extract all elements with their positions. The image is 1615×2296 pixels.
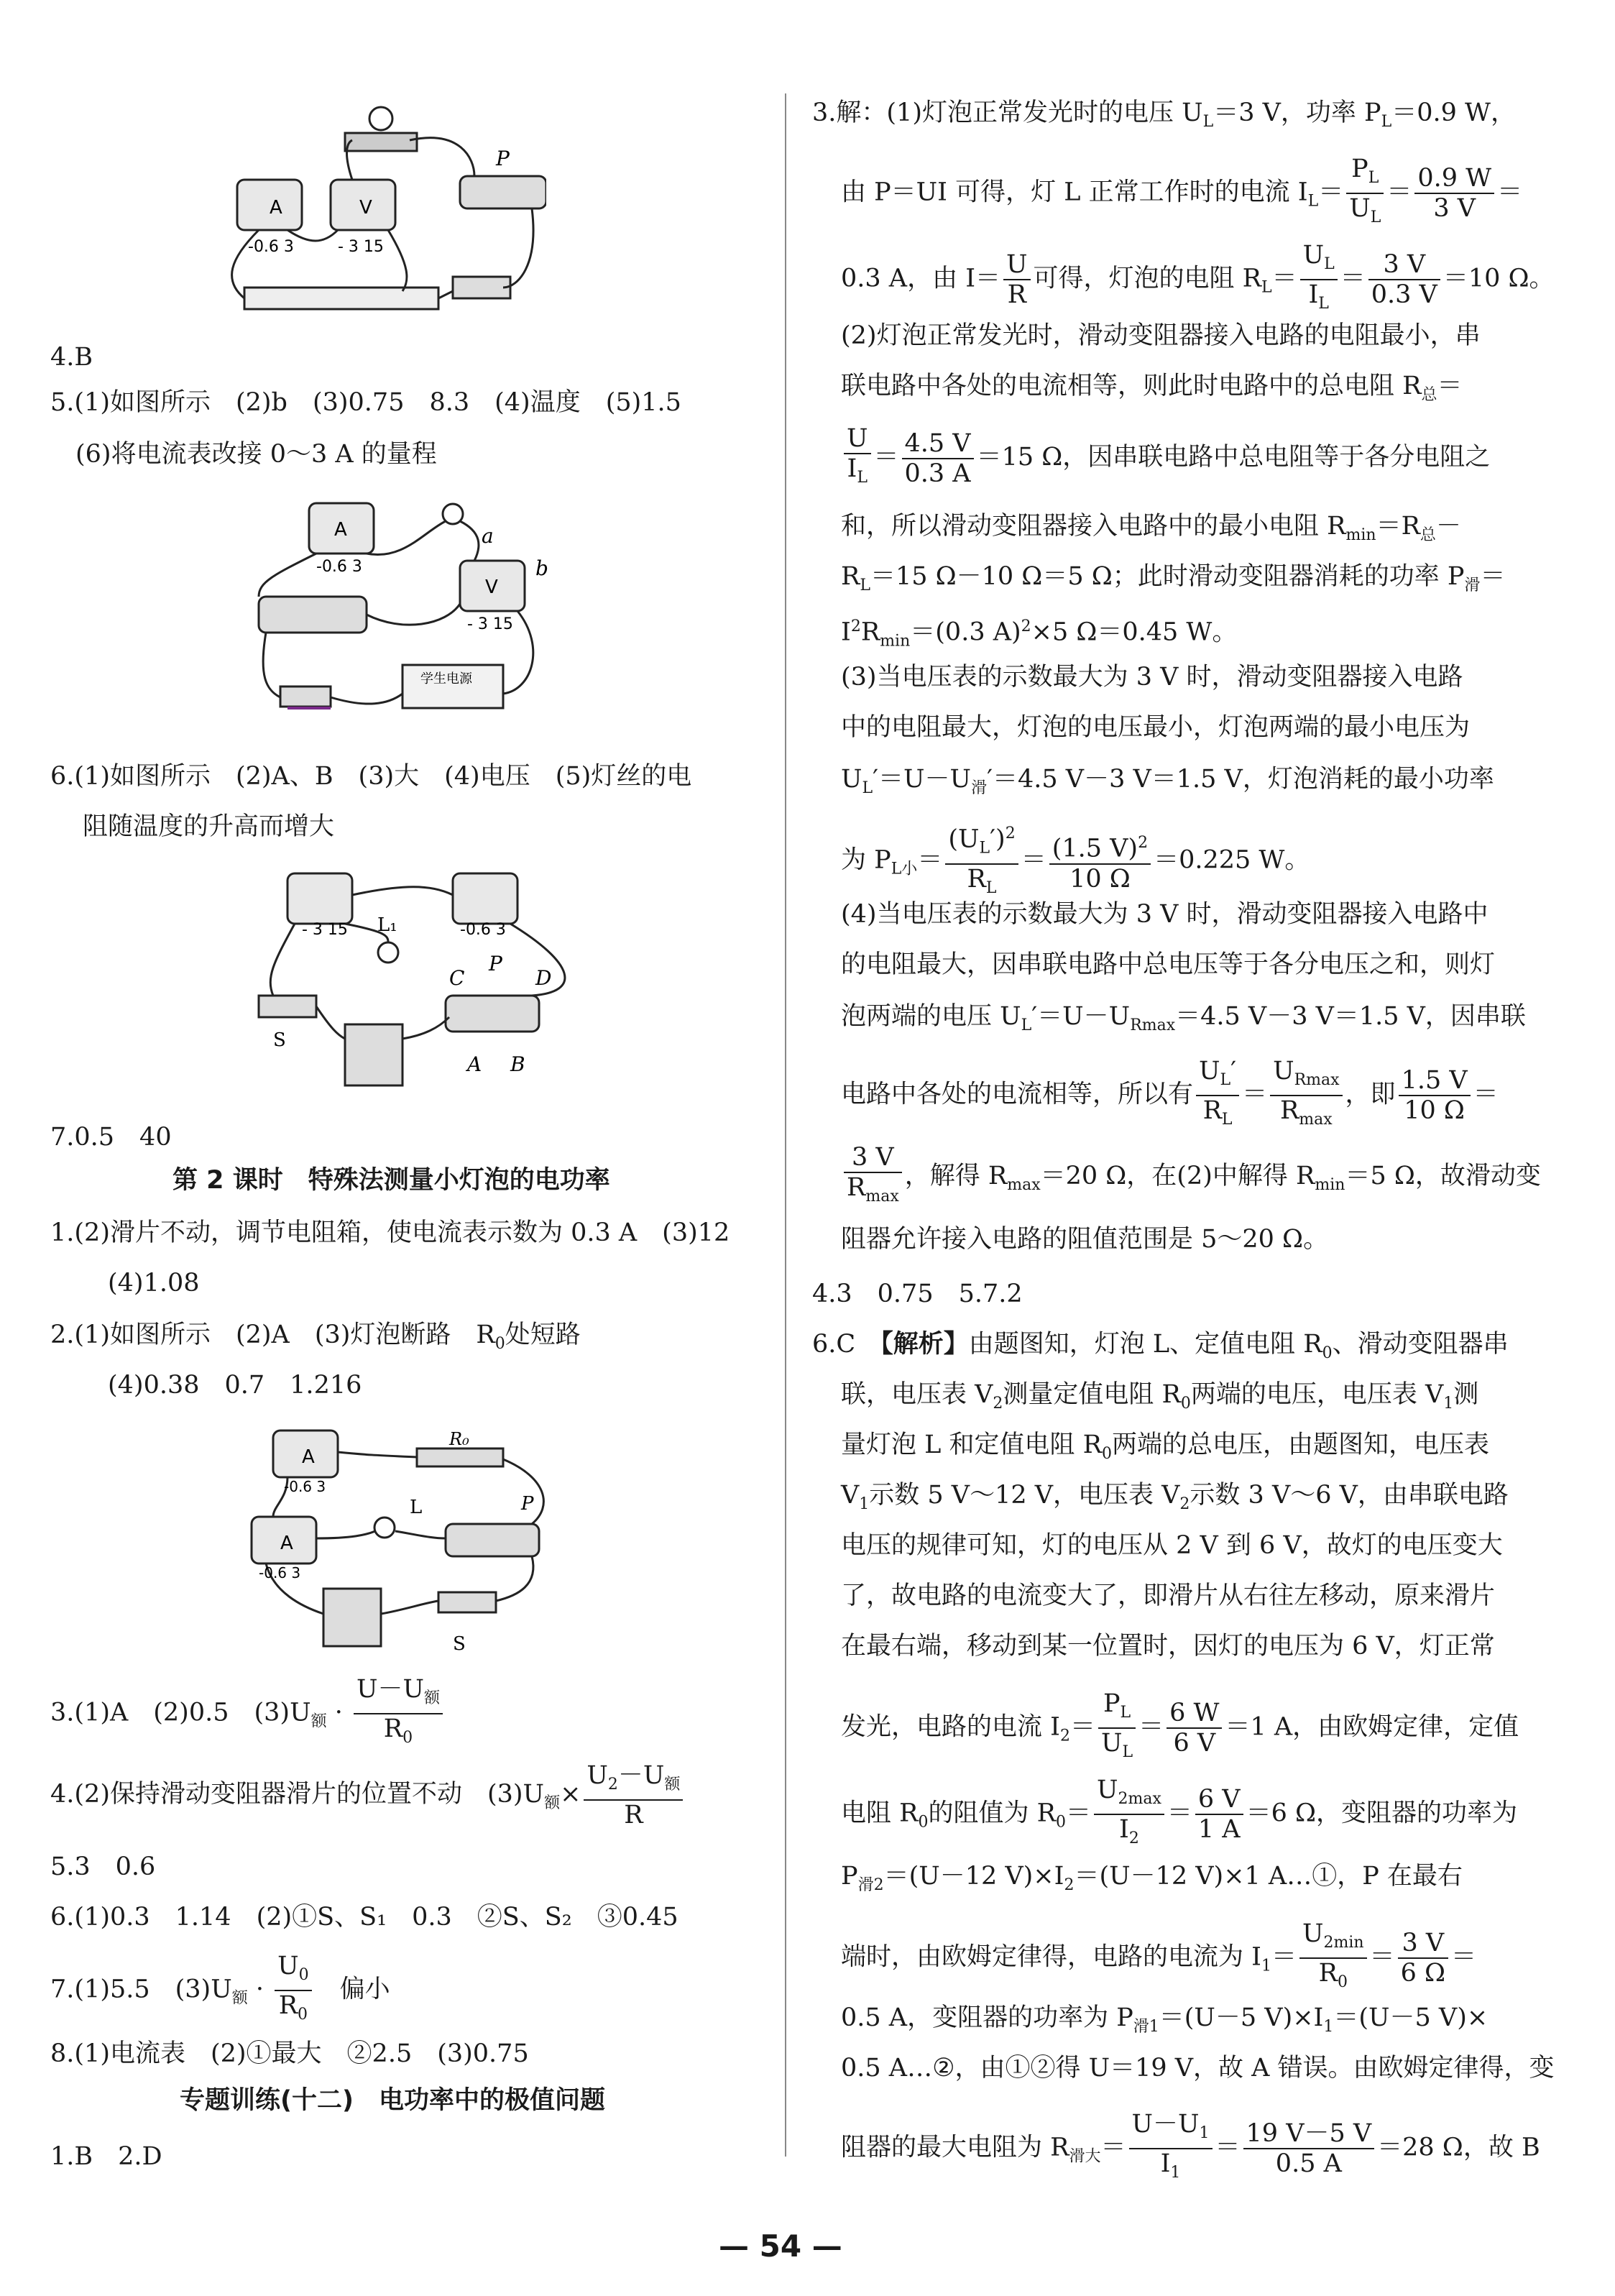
lesson2-answer-6: 6.(1)0.3 1.14 (2)①S、S₁ 0.3 ②S、S₂ ③0.45 xyxy=(50,1903,678,1932)
page-number: — 54 — xyxy=(719,2228,842,2264)
solution-3-part4-line1: (4)当电压表的示数最大为 3 V 时，滑动变阻器接入电路中 xyxy=(841,900,1489,929)
node-a-label: a xyxy=(482,524,494,548)
ammeter-scale: -0.6 3 xyxy=(316,558,362,576)
solution-3-part3-line2: 中的电阻最大，灯泡的电压最小，灯泡两端的最小电压为 xyxy=(841,713,1471,742)
solution-6-line2: 联，电压表 $V_2$测量定值电阻 $R_0$两端的电压，电压表 $V_1$测 xyxy=(841,1380,1479,1413)
lamp-l-label: L xyxy=(410,1497,423,1518)
solution-6-line9: 电阻 $R_0$的阻值为 $R_0=$ $\frac{U_{2max}}{I_2}$ ＝ $\frac{6 V}{1 A}$ ＝6 Ω，变阻器的功率为 xyxy=(841,1776,1517,1847)
terminal-a-label: A xyxy=(467,1052,482,1076)
lesson2-answer-2-line1: 2.(1)如图所示 (2)A (3)灯泡断路 $R_0$处短路 xyxy=(50,1321,581,1353)
answer-5-line2: (6)将电流表改接 0～3 A 的量程 xyxy=(75,440,437,469)
answer-5-line1: 5.(1)如图所示 (2)b (3)0.75 8.3 (4)温度 (5)1.5 xyxy=(50,388,681,417)
solution-6-line1: 6.C 【解析】由题图知，灯泡 L、定值电阻 $R_0$、滑动变阻器串 xyxy=(812,1330,1509,1362)
circuit-figure-2 xyxy=(244,489,561,726)
solution-3-part2-line3: $\frac{U}{I_L}$ ＝ $\frac{4.5 V}{0.3 A}$ ＝15 Ω，因串联电路中总电阻等于各分电阻之 xyxy=(841,424,1490,492)
ammeter-left-label: A xyxy=(280,1533,293,1554)
solution-3-part4-line4: 电路中各处的电流相等，所以有 $\frac{U_L'}{R_L}$ ＝ $\frac{U_{Rmax}}{R_{max}}$ ，即 $\frac{1.5 V}{10 \Omega}$ ＝ xyxy=(841,1057,1499,1129)
section-heading-lesson2: 第 2 课时 特殊法测量小灯泡的电功率 xyxy=(172,1166,610,1195)
ammeter-scale-top: -0.6 3 xyxy=(284,1478,326,1495)
switch-s-label: S xyxy=(273,1029,286,1051)
voltmeter-scale: - 3 15 xyxy=(338,238,384,256)
solution-6-line3: 量灯泡 L 和定值电阻 $R_0$两端的总电压，由题图知，电压表 xyxy=(841,1431,1489,1463)
solution-3-part3-line4: 为 $P_{L小}=$ $\frac{(U_L')^2}{R_L}$ ＝ $\frac{(1.5 V)^2}{10 \Omega}$ ＝0.225 W。 xyxy=(841,819,1310,903)
solution-3-line1: 3.解：(1)灯泡正常发光时的电压 $U_L=3$ V，功率 $P_L=0.9$ W， xyxy=(812,98,1516,131)
voltmeter-scale: - 3 15 xyxy=(467,615,513,633)
power-source-label: 学生电源 xyxy=(420,671,472,686)
solution-3-part2-line1: (2)灯泡正常发光时，滑动变阻器接入电路的电阻最小，串 xyxy=(841,321,1481,350)
ammeter-label: A xyxy=(334,519,347,541)
lesson2-answer-1-line1: 1.(2)滑片不动，调节电阻箱，使电流表示数为 0.3 A (3)12 xyxy=(50,1218,730,1247)
lesson2-answer-8: 8.(1)电流表 (2)①最大 ②2.5 (3)0.75 xyxy=(50,2039,529,2068)
answer-4: 4.B xyxy=(50,343,93,372)
solution-3-part3-line1: (3)当电压表的示数最大为 3 V 时，滑动变阻器接入电路 xyxy=(841,663,1463,692)
lesson2-answer-2-line2: (4)0.38 0.7 1.216 xyxy=(108,1371,362,1400)
answer-6-line2: 阻随温度的升高而增大 xyxy=(83,812,335,841)
terminal-c-label: C xyxy=(449,966,465,990)
slider-label: P xyxy=(496,147,510,170)
solution-6-line6: 了，故电路的电流变大了，即滑片从右往左移动，原来滑片 xyxy=(841,1581,1496,1610)
resistor-r0-label: R₀ xyxy=(449,1429,469,1449)
section-heading-topic12: 专题训练(十二) 电功率中的极值问题 xyxy=(180,2086,605,2115)
lamp-l1-label: L₁ xyxy=(377,914,397,936)
column-divider xyxy=(785,93,786,2157)
voltmeter-label: V xyxy=(485,577,498,598)
solution-3-part2-line5: $R_L=15$ Ω－10 Ω＝5 Ω；此时滑动变阻器消耗的功率 $P_滑=$ xyxy=(841,562,1506,594)
solution-6-line5: 电压的规律可知，灯的电压从 2 V 到 6 V，故灯的电压变大 xyxy=(841,1531,1503,1560)
lesson2-answer-5: 5.3 0.6 xyxy=(50,1852,156,1881)
solution-6-line8: 发光，电路的电流 $I_2=$ $\frac{P_L}{U_L}$ ＝ $\frac{6 W}{6 V}$ ＝1 A，由欧姆定律，定值 xyxy=(841,1689,1519,1761)
answer-7: 7.0.5 40 xyxy=(50,1123,172,1152)
lesson2-answer-3: 3.(1)A (2)0.5 $(3)U_额$ · $\frac{U-U_额}{R_0}$ xyxy=(50,1675,446,1753)
topic12-answer-1-2: 1.B 2.D xyxy=(50,2142,162,2171)
slider-p-label: P xyxy=(521,1493,534,1515)
solution-6-line10: $P_{滑2}=(U-12$ $V)\times I_2=(U-12$ V)×1 A…①，P 在最右 xyxy=(841,1862,1463,1894)
ammeter-top-label: A xyxy=(302,1446,315,1468)
solution-3-part4-line3: 泡两端的电压 $U_L'=U-U_{Rmax}=4.5$ V－3 V＝1.5 V，因串联 xyxy=(841,1002,1526,1034)
solution-3-line2: 由 P＝UI 可得，灯 L 正常工作时的电流 $I_L=$ $\frac{P_L}{U_L}$ ＝ $\frac{0.9 W}{3 V}$ ＝ xyxy=(841,155,1523,226)
solution-3-part3-line3: $U_L'=U-U_滑'=4.5$ V－3 V＝1.5 V，灯泡消耗的最小功率 xyxy=(841,765,1494,797)
terminal-b-label: B xyxy=(510,1052,525,1076)
lesson2-answer-4: 4.(2)保持滑动变阻器滑片的位置不动 $(3)U_额\times$ $\frac{U_2-U_额}{R}$ xyxy=(50,1761,686,1829)
solution-3-line3: 0.3 A，由 I＝ $\frac{U}{R}$ 可得，灯泡的电阻 $R_L=$ $\frac{U_L}{I_L}$ ＝ $\frac{3 V}{0.3 V}$ ＝10 Ω。 xyxy=(841,241,1555,313)
ammeter-scale: -0.6 3 xyxy=(248,238,294,256)
answer-6-line1: 6.(1)如图所示 (2)A、B (3)大 (4)电压 (5)灯丝的电 xyxy=(50,762,692,791)
solution-3-part4-line6: 阻器允许接入电路的阻值范围是 5～20 Ω。 xyxy=(841,1225,1329,1254)
solution-6-line12: 0.5 A，变阻器的功率为 $P_{滑1}=(U-5$ $V)\times I_1=(U-5$ V)× xyxy=(841,2003,1489,2036)
solution-6-line4: $V_1$示数 5 V～12 V，电压表 $V_2$示数 3 V～6 V，由串联电路 xyxy=(841,1481,1509,1513)
solution-3-part2-line2: 联电路中各处的电流相等，则此时电路中的总电阻 $R_总=$ xyxy=(841,372,1463,404)
solution-3-part4-line2: 的电阻最大，因串联电路中总电压等于各分电压之和，则灯 xyxy=(841,950,1496,979)
node-b-label: b xyxy=(535,556,548,580)
voltmeter-label: V xyxy=(359,197,372,219)
solution-6-line14: 阻器的最大电阻为 $R_{滑大}=$ $\frac{U-U_1}{I_1}$ ＝ $\frac{19 V-5 V}{0.5 A}$ ＝28 Ω，故 B xyxy=(841,2110,1540,2182)
answers-4-5: 4.3 0.75 5.7.2 xyxy=(812,1280,1023,1308)
solution-6-line11: 端时，由欧姆定律得，电路的电流为 $I_1=$ $\frac{U_{2min}}{R_0}$ ＝ $\frac{3 V}{6 \Omega}$ ＝ xyxy=(841,1919,1476,1991)
switch-s-label: S xyxy=(453,1633,466,1655)
circuit-figure-1 xyxy=(216,101,546,323)
lesson2-answer-1-line2: (4)1.08 xyxy=(108,1269,200,1298)
solution-3-part2-line6: $I^2R_{min}=(0.3$ A)$^2$×5 Ω＝0.45 W。 xyxy=(841,617,1238,651)
ammeter-scale-left: -0.6 3 xyxy=(259,1564,301,1581)
solution-6-line7: 在最右端，移动到某一位置时，因灯的电压为 6 V，灯正常 xyxy=(841,1632,1495,1661)
circuit-figure-3 xyxy=(244,863,589,1093)
lesson2-answer-7: 7.(1)5.5 $(3)U_额$ · $\frac{U_0}{R_0}$ 偏小 xyxy=(50,1952,390,2024)
solution-3-part2-line4: 和，所以滑动变阻器接入电路中的最小电阻 $R_{min}=R_总-$ xyxy=(841,512,1461,544)
circuit-figure-4 xyxy=(244,1420,561,1657)
slider-p-label: P xyxy=(489,952,502,975)
solution-3-part4-line5: $\frac{3 V}{R_{max}}$ ，解得 $R_{max}=20$ Ω，在(2)中解得 $R_{min}=5$ Ω，故滑动变 xyxy=(841,1143,1541,1211)
ammeter-label: A xyxy=(270,197,282,219)
ammeter-scale: -0.6 3 xyxy=(460,921,506,939)
voltmeter-scale: - 3 15 xyxy=(302,921,348,939)
terminal-d-label: D xyxy=(535,966,552,990)
solution-6-line13: 0.5 A…②，由①②得 U＝19 V，故 A 错误。由欧姆定律得，变 xyxy=(841,2054,1555,2083)
